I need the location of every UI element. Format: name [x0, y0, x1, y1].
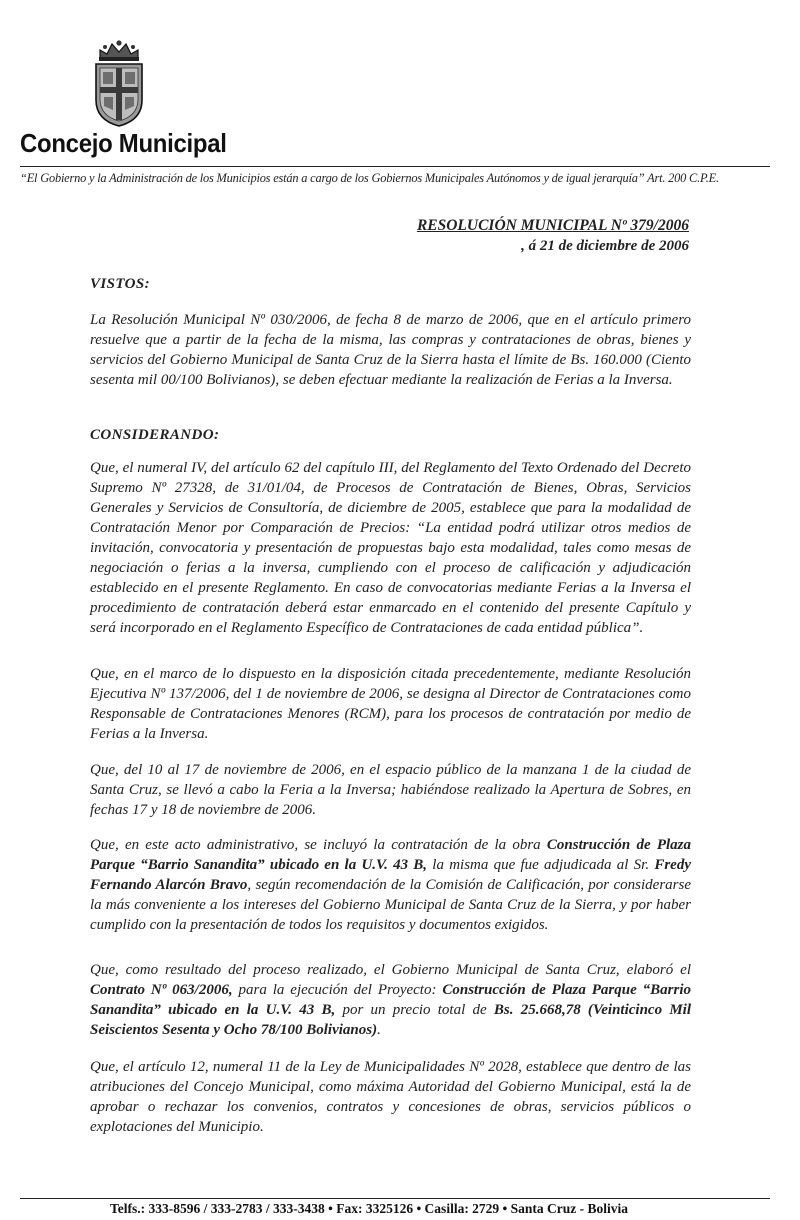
considerando-paragraph-4: Que, en este acto administrativo, se incluyó la contratación de la obra Construcción de Plaza Parque “Barrio Sanandita” ubicado en la U.V. 43 B, la misma que fue adjudicada al Sr. Fredy Fernando Alarcón Bravo, según recomendación de la Comisión de Calificación, por considerarse la más conveniente a los intereses del Gobierno Municipal de Santa Cruz de la Sierra, y por haber cumplido con la presentación de todos los requisitos y documentos exigidos. — [90, 837, 691, 933]
considerando-paragraph-3: Que, del 10 al 17 de noviembre de 2006, en el espacio público de la manzana 1 de la ciudad de Santa Cruz, se llevó a cabo la Feria a la Inversa; habiéndose realizado la Apertura de Sobres, en fechas 17 y 18 de noviembre de 2006. — [90, 762, 691, 818]
contract-amount: Bs. 25.668,78 (Veinticinco Mil Seiscientos Sesenta y Ocho 78/100 Bolivianos) — [90, 1002, 691, 1038]
vistos-paragraph: La Resolución Municipal Nº 030/2006, de fecha 8 de marzo de 2006, que en el artículo primero resuelve que a partir de la fecha de la misma, las compras y contrataciones de obras, bienes y servicios del Gobierno Municipal de Santa Cruz de la Sierra hasta el límite de Bs. 160.000 (Ciento sesenta mil 00/100 Bolivianos), se deben efectuar mediante la realización de Ferias a la Inversa. — [90, 312, 691, 388]
crown-icon — [99, 40, 139, 61]
coat-of-arms-logo — [86, 38, 152, 130]
resolution-date: , á 21 de diciembre de 2006 — [521, 238, 689, 254]
shield-icon — [96, 64, 142, 126]
footer-divider — [20, 1198, 770, 1199]
considerando-heading: CONSIDERANDO: — [90, 427, 220, 443]
contract-number: Contrato Nº 063/2006, — [90, 982, 233, 998]
contractor-name: Fredy Fernando Alarcón Bravo — [90, 857, 691, 893]
header-divider — [20, 166, 770, 167]
resolution-title: RESOLUCIÓN MUNICIPAL Nº 379/2006 — [416, 217, 689, 234]
organization-name: Concejo Municipal — [20, 128, 227, 158]
contact-footer: Telfs.: 333-8596 / 333-2783 / 333-3438 • Fax: 3325126 • Casilla: 2729 • Santa Cruz - Bolivia — [110, 1201, 629, 1216]
considerando-paragraph-2: Que, en el marco de lo dispuesto en la disposición citada precedentemente, mediante Resolución Ejecutiva Nº 137/2006, del 1 de noviembre de 2006, se designa al Director de Contrataciones como Responsable de Contrataciones Menores (RCM), para los procesos de contratación por medio de Ferias a la Inversa. — [90, 666, 691, 742]
considerando-paragraph-6: Que, el artículo 12, numeral 11 de la Ley de Municipalidades Nº 2028, establece que dentro de las atribuciones del Concejo Municipal, como máxima Autoridad del Gobierno Municipal, está la de aprobar o rechazar los convenios, contratos y concesiones de obras, servicios públicos o explotaciones del Municipio. — [90, 1059, 691, 1135]
project-name: Construcción de Plaza Parque “Barrio Sanandita” ubicado en la U.V. 43 B, — [90, 837, 691, 873]
considerando-paragraph-5: Que, como resultado del proceso realizado, el Gobierno Municipal de Santa Cruz, elaboró el Contrato Nº 063/2006, para la ejecución del Proyecto: Construcción de Plaza Parque “Barrio Sanandita” ubicado en la U.V. 43 B, por un precio total de Bs. 25.668,78 (Veinticinco Mil Seiscientos Sesenta y Ocho 78/100 Bolivianos). — [90, 962, 691, 1038]
vistos-heading: VISTOS: — [90, 276, 151, 292]
considerando-paragraph-1: Que, el numeral IV, del artículo 62 del capítulo III, del Reglamento del Texto Ordenado del Decreto Supremo Nº 27328, de 31/01/04, de Procesos de Contratación de Bienes, Obras, Servicios Generales y Servicios de Consultoría, de diciembre de 2005, establece que para la modalidad de Contratación Menor por Comparación de Precios: “La entidad podrá utilizar otros medios de invitación, convocatoria y presentación de propuestas bajo esta modalidad, tales como mesas de negociación o ferias a la inversa, cumpliendo con el proceso de calificación y adjudicación establecido en el presente Reglamento. En caso de convocatorias mediante Ferias a la Inversa el procedimiento de contratación deberá estar enmarcado en el contenido del presente Capítulo y será incorporado en el Reglamento Específico de Contrataciones de cada entidad pública”. — [90, 460, 691, 636]
constitutional-motto: “El Gobierno y la Administración de los Municipios están a cargo de los Gobiernos Municipales Autónomos y de igual jerarquía” Art. 200 C.P.E. — [20, 171, 719, 185]
project-name-2: Construcción de Plaza Parque “Barrio Sanandita” ubicado en la U.V. 43 B, — [90, 982, 691, 1018]
